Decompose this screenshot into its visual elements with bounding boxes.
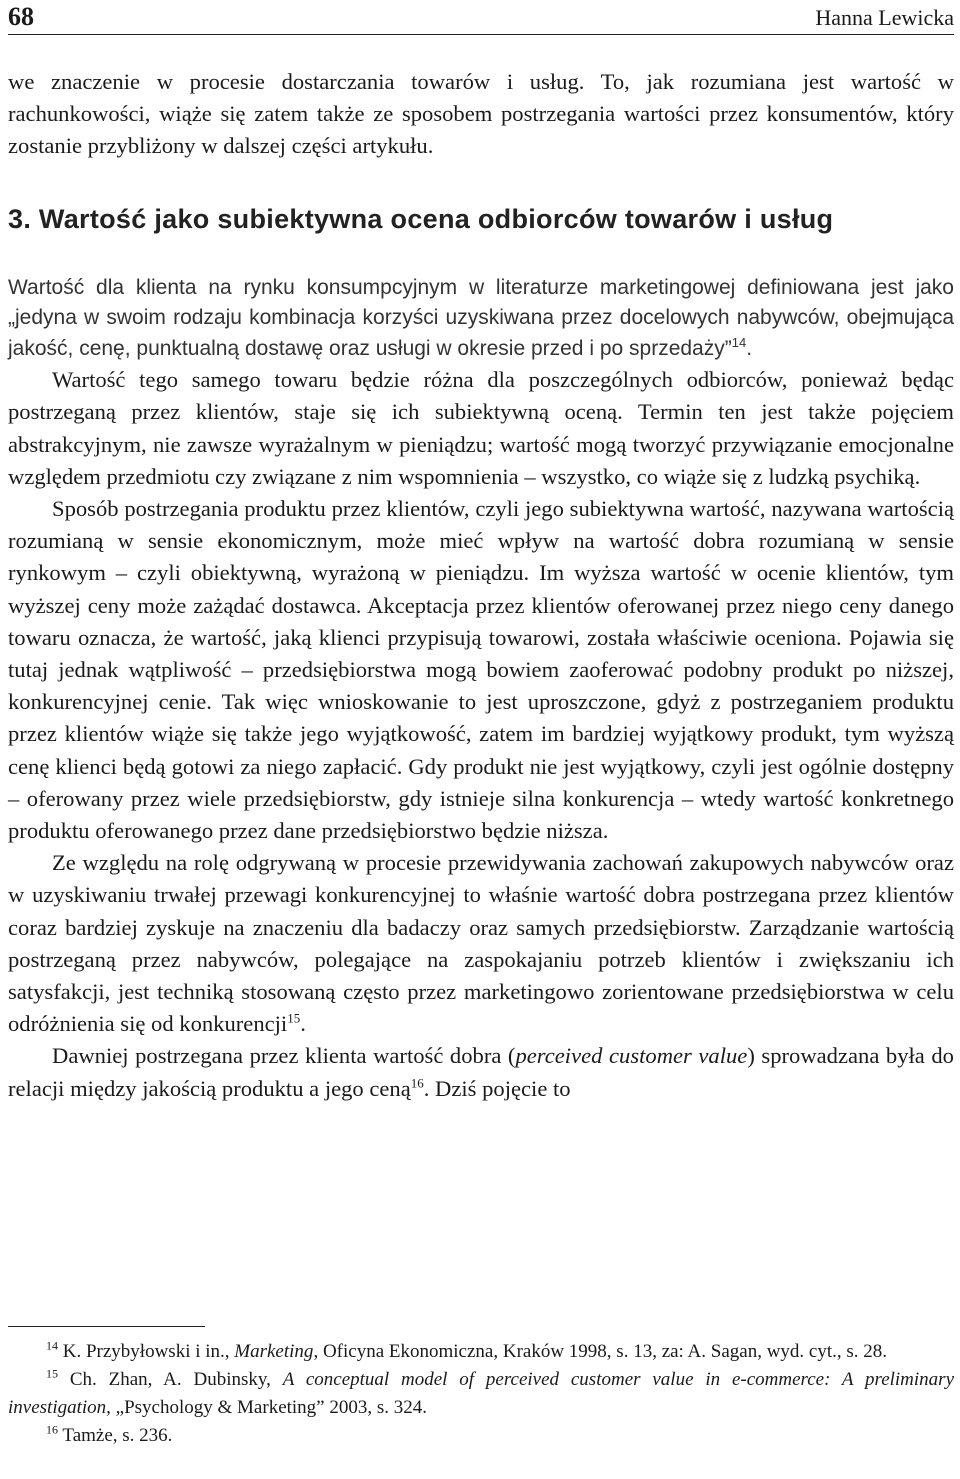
footnote-text: K. Przybyłowski i in., (62, 1341, 235, 1362)
footnote-ref[interactable]: 15 (287, 1010, 301, 1026)
paragraph-text: Wartość dla klienta na rynku konsumpcyjnym w literaturze marketingowej definiowana jest jako „jedyna w swoim rodzaju kombinacja korzyści uzyskiwana przez docelowych nabywców, obejmująca jakość, cenę, punktualną dostawę oraz usługi w okresie przed i po sprzedaży” (8, 275, 954, 360)
paragraph (8, 273, 954, 365)
paragraph-tail: . (746, 336, 753, 360)
body-text (8, 66, 954, 1105)
running-head-author: Hanna Lewicka (815, 5, 954, 30)
running-header (8, 0, 954, 35)
paragraph-text: Dawniej postrzegana przez klienta wartość dobra ( (52, 1043, 516, 1069)
paragraph (8, 1040, 954, 1104)
section-heading: 3. Wartość jako subiektywna ocena odbiorców towarów i usług (8, 203, 834, 234)
footnote-number: 16 (46, 1422, 58, 1437)
paragraph: Wartość tego samego towaru będzie różna dla poszczególnych odbiorców, ponieważ będąc postrzeganą przez klientów, staje się ich subiektywną oceną. Termin ten jest także pojęciem abstrakcyjnym, nie zawsze wyrażalnym w pieniądzu; wartość mogą tworzyć przywiązanie emocjonalne względem przedmiotu czy związane z nim wspomnienia – wszystko, co wiąże się z ludzką psychiką. (8, 367, 954, 489)
paragraph-text: ) sprowadzana była do relacji między jakością produktu a jego ceną (8, 1043, 954, 1101)
paragraph (8, 847, 954, 1040)
footnote-separator (8, 1326, 205, 1327)
paragraph-intro: we znaczenie w procesie dostarczania towarów i usług. To, jak rozumiana jest wartość w rachunkowości, wiąże się zatem także ze sposobem postrzegania wartości przez konsumentów, który zostanie przybliżony w dalszej części artykułu. (8, 69, 954, 159)
footnote-text: Tamże, s. 236. (62, 1425, 173, 1446)
footnote-number: 15 (46, 1366, 58, 1381)
footnote (8, 1366, 954, 1422)
footnote (8, 1338, 954, 1366)
footnote-ref[interactable]: 16 (410, 1075, 424, 1091)
footnote-text: , „Psychology & Marketing” 2003, s. 324. (106, 1397, 428, 1418)
footnote-number: 14 (46, 1338, 58, 1353)
footnote-text: , Oficyna Ekonomiczna, Kraków 1998, s. 13, za: A. Sagan, wyd. cyt., s. 28. (313, 1341, 888, 1362)
page-number: 68 (8, 2, 34, 31)
paragraph-text: Ze względu na rolę odgrywaną w procesie przewidywania zachowań zakupowych nabywców oraz w uzyskiwaniu trwałej przewagi konkurencyjnej to właśnie wartość dobra postrzegana przez klientów coraz bardziej zyskuje na znaczeniu dla badaczy oraz samych przedsiębiorstw. Zarządzanie wartością postrzeganą przez nabywców, polegające na zaspokajaniu potrzeb klientów i zwiększaniu ich satysfakcji, jest techniką stosowaną często przez marketingowo zorientowane przedsiębiorstwa w celu odróżnienia się od konkurencji (8, 850, 954, 1037)
footnote-ref[interactable]: 14 (731, 334, 747, 350)
footnote (8, 1422, 954, 1450)
italic-term: perceived customer value (515, 1043, 748, 1069)
footnote-title: A conceptual model of perceived customer value in e-commerce: A preliminary investigation (8, 1369, 955, 1418)
paragraph-tail: . Dziś pojęcie to (423, 1075, 571, 1101)
footnote-text: Ch. Zhan, A. Dubinsky, (69, 1369, 283, 1390)
footnote-title: Marketing (234, 1341, 314, 1362)
paragraph-tail: . (300, 1011, 306, 1037)
footnotes (8, 1338, 954, 1450)
paragraph: Sposób postrzegania produktu przez klientów, czyli jego subiektywna wartość, nazywana wartością rozumianą w sensie ekonomicznym, może mieć wpływ na wartość dobra rozumianą w sensie rynkowym – czyli obiektywną, wyrażoną w pieniądzu. Im wyższa wartość w ocenie klientów, tym wyższej ceny może zażądać dostawca. Akceptacja przez klientów oferowanej przez niego ceny danego towaru oznacza, że wartość, jaką klienci przypisują towarowi, została właściwie oceniona. Pojawia się tutaj jednak wątpliwość – przedsiębiorstwa mogą bowiem zaoferować podobny produkt po niższej, konkurencyjnej cenie. Tak więc wnioskowanie to jest uproszczone, gdyż z postrzeganiem produktu przez klientów wiąże się także jego wyjątkowość, zatem im bardziej wyjątkowy produkt, tym wyższą cenę klienci będą gotowi za niego zapłacić. Gdy produkt nie jest wyjątkowy, czyli jest ogólnie dostępny – oferowany przez wiele przedsiębiorstw, gdy istnieje silna konkurencja – wtedy wartość konkretnego produktu oferowanego przez dane przedsiębiorstwo będzie niższa. (8, 495, 954, 843)
